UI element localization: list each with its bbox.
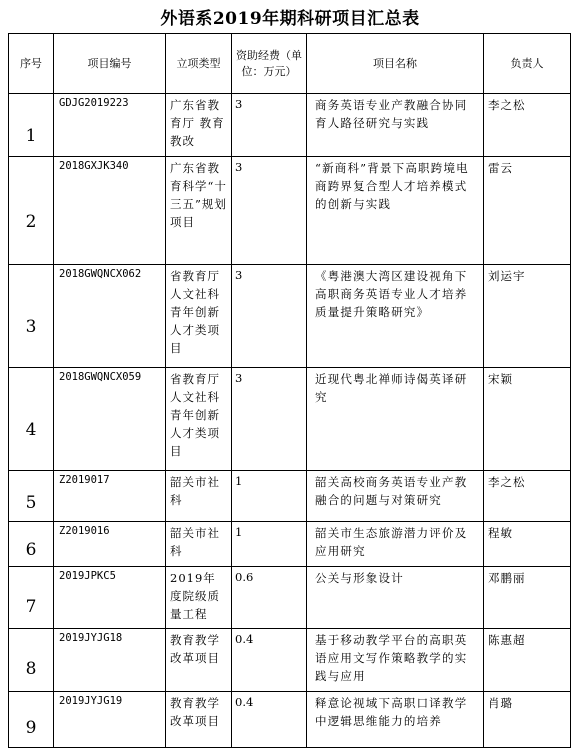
row-type: 省教育厅人文社科青年创新人才类项目 bbox=[166, 265, 232, 368]
row-name: 商务英语专业产教融合协同育人路径研究与实践 bbox=[307, 94, 484, 157]
table-row bbox=[9, 157, 571, 265]
row-seq: 8 bbox=[9, 629, 54, 692]
row-code: 2018GWQNCX062 bbox=[54, 265, 166, 368]
row-seq: 4 bbox=[9, 368, 54, 471]
row-fund: 1 bbox=[232, 522, 307, 567]
row-name: 韶关市生态旅游潜力评价及应用研究 bbox=[307, 522, 484, 567]
header-name: 项目名称 bbox=[307, 34, 484, 94]
row-code: Z2019017 bbox=[54, 471, 166, 522]
row-seq: 1 bbox=[9, 94, 54, 157]
header-leader: 负责人 bbox=[484, 34, 571, 94]
row-type: 教育教学改革项目 bbox=[166, 629, 232, 692]
row-leader: 肖璐 bbox=[484, 692, 571, 748]
row-type: 教育教学改革项目 bbox=[166, 692, 232, 748]
page-title: 外语系2019年期科研项目汇总表 bbox=[160, 9, 420, 29]
row-type: 韶关市社科 bbox=[166, 471, 232, 522]
table-header-row bbox=[9, 34, 571, 94]
row-leader: 邓鹏丽 bbox=[484, 567, 571, 629]
project-table bbox=[8, 33, 571, 748]
row-seq: 2 bbox=[9, 157, 54, 265]
row-name: 释意论视域下高职口译教学中逻辑思维能力的培养 bbox=[307, 692, 484, 748]
row-name: 《粤港澳大湾区建设视角下高职商务英语专业人才培养质量提升策略研究》 bbox=[307, 265, 484, 368]
table-row bbox=[9, 567, 571, 629]
row-fund: 0.6 bbox=[232, 567, 307, 629]
row-name: 韶关高校商务英语专业产教融合的问题与对策研究 bbox=[307, 471, 484, 522]
row-code: 2019JYJG18 bbox=[54, 629, 166, 692]
row-fund: 3 bbox=[232, 94, 307, 157]
header-fund: 资助经费（单位：万元） bbox=[232, 34, 307, 94]
header-seq: 序号 bbox=[9, 34, 54, 94]
row-leader: 宋颖 bbox=[484, 368, 571, 471]
row-fund: 3 bbox=[232, 157, 307, 265]
row-seq: 6 bbox=[9, 522, 54, 567]
row-type: 2019年度院级质量工程 bbox=[166, 567, 232, 629]
row-name: “新商科”背景下高职跨境电商跨界复合型人才培养模式的创新与实践 bbox=[307, 157, 484, 265]
table-row bbox=[9, 368, 571, 471]
row-code: 2019JPKC5 bbox=[54, 567, 166, 629]
header-code: 项目编号 bbox=[54, 34, 166, 94]
row-fund: 3 bbox=[232, 368, 307, 471]
row-type: 广东省教育厅 教育教改 bbox=[166, 94, 232, 157]
row-type: 省教育厅人文社科青年创新人才类项目 bbox=[166, 368, 232, 471]
row-type: 广东省教育科学“十三五”规划项目 bbox=[166, 157, 232, 265]
row-code: GDJG2019223 bbox=[54, 94, 166, 157]
row-seq: 9 bbox=[9, 692, 54, 748]
row-seq: 5 bbox=[9, 471, 54, 522]
table-row bbox=[9, 629, 571, 692]
header-type: 立项类型 bbox=[166, 34, 232, 94]
table-row bbox=[9, 522, 571, 567]
row-seq: 7 bbox=[9, 567, 54, 629]
row-fund: 0.4 bbox=[232, 692, 307, 748]
row-name: 近现代粤北禅师诗偈英译研究 bbox=[307, 368, 484, 471]
row-leader: 刘运宇 bbox=[484, 265, 571, 368]
row-code: 2018GXJK340 bbox=[54, 157, 166, 265]
table-row bbox=[9, 94, 571, 157]
row-name: 公关与形象设计 bbox=[307, 567, 484, 629]
table-row bbox=[9, 692, 571, 748]
row-type: 韶关市社科 bbox=[166, 522, 232, 567]
row-seq: 3 bbox=[9, 265, 54, 368]
table-row bbox=[9, 471, 571, 522]
row-name: 基于移动教学平台的高职英语应用文写作策略教学的实践与应用 bbox=[307, 629, 484, 692]
row-leader: 雷云 bbox=[484, 157, 571, 265]
row-fund: 1 bbox=[232, 471, 307, 522]
row-leader: 陈惠超 bbox=[484, 629, 571, 692]
table-row bbox=[9, 265, 571, 368]
row-fund: 3 bbox=[232, 265, 307, 368]
row-code: 2019JYJG19 bbox=[54, 692, 166, 748]
row-leader: 程敏 bbox=[484, 522, 571, 567]
row-leader: 李之松 bbox=[484, 471, 571, 522]
row-code: 2018GWQNCX059 bbox=[54, 368, 166, 471]
row-leader: 李之松 bbox=[484, 94, 571, 157]
row-fund: 0.4 bbox=[232, 629, 307, 692]
row-code: Z2019016 bbox=[54, 522, 166, 567]
